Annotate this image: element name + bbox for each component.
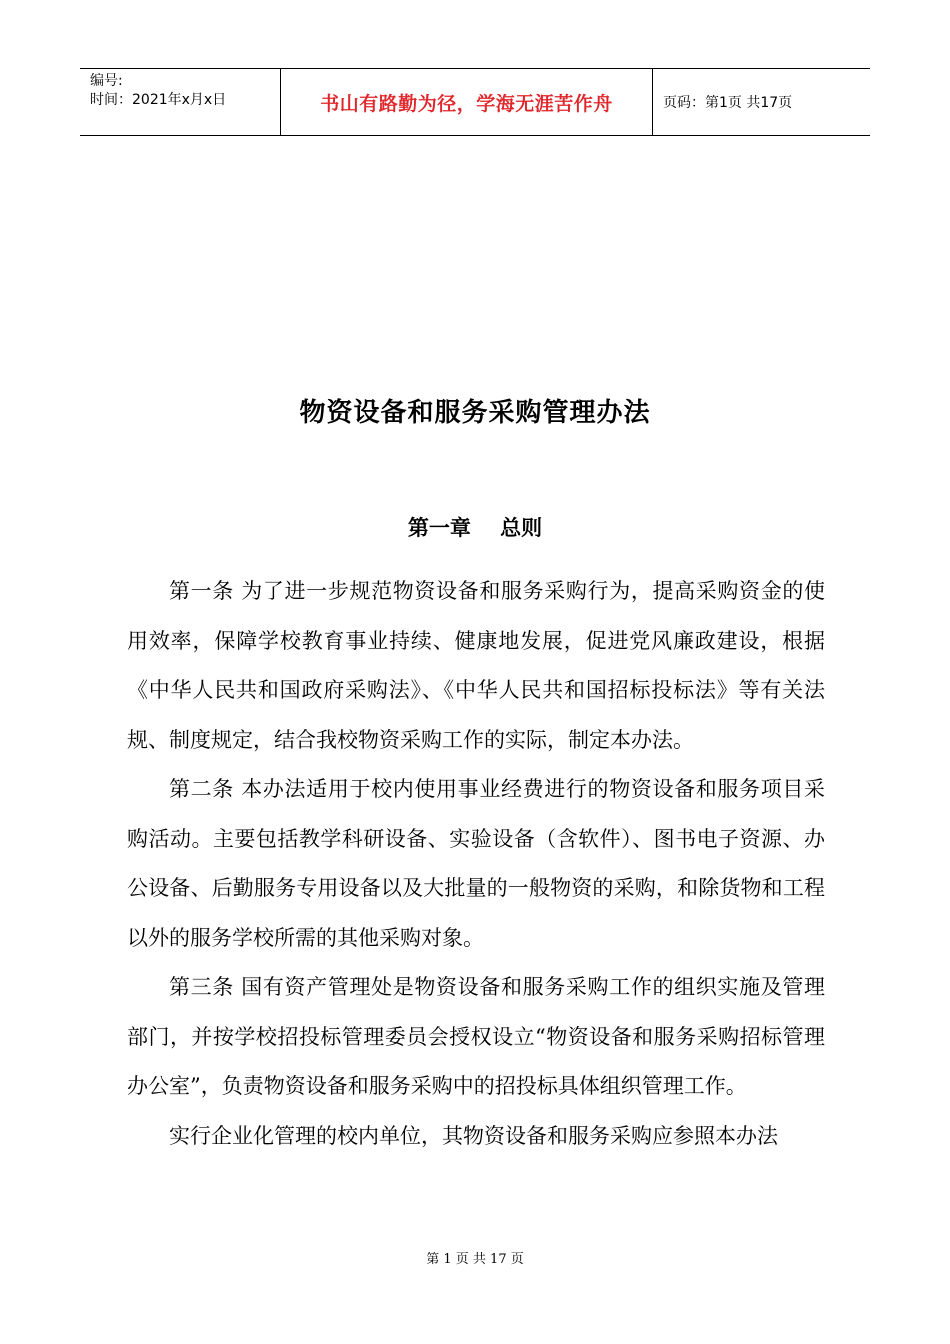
document-body — [127, 567, 825, 1161]
page-header — [80, 68, 870, 136]
page-footer: 第 1 页 共 17 页 — [426, 1252, 524, 1267]
article-2-paragraph: 第二条 本办法适用于校内使用事业经费进行的物资设备和服务项目采购活动。主要包括教学科研设备、实验设备（含软件）、图书电子资源、办公设备、后勤服务专用设备以及大批量的一般物资的采购，和除货物和工程以外的服务学校所需的其他采购对象。 — [127, 777, 825, 950]
header-motto: 书山有路勤为径，学海无涯苦作舟 — [281, 69, 653, 135]
document-date-label: 时间：2021年x月x日 — [90, 92, 227, 108]
document-title: 物资设备和服务采购管理办法 — [299, 398, 651, 428]
header-meta — [80, 69, 281, 135]
document-number-label: 编号: — [90, 73, 123, 89]
article-3-continuation-paragraph: 实行企业化管理的校内单位，其物资设备和服务采购应参照本办法 — [169, 1123, 778, 1148]
chapter-heading: 第一章 总则 — [407, 516, 543, 540]
header-page-info: 页码：第1页 共17页 — [663, 95, 793, 111]
article-3-paragraph: 第三条 国有资产管理处是物资设备和服务采购工作的组织实施及管理部门，并按学校招投标管理委员会授权设立“物资设备和服务采购招标管理办公室”，负责物资设备和服务采购中的招投标具体组织管理工作。 — [127, 975, 825, 1098]
article-1-paragraph: 第一条 为了进一步规范物资设备和服务采购行为，提高采购资金的使用效率，保障学校教育事业持续、健康地发展，促进党风廉政建设，根据《中华人民共和国政府采购法》、《中华人民共和国招标投标法》等有关法规、制度规定，结合我校物资采购工作的实际，制定本办法。 — [127, 579, 825, 752]
